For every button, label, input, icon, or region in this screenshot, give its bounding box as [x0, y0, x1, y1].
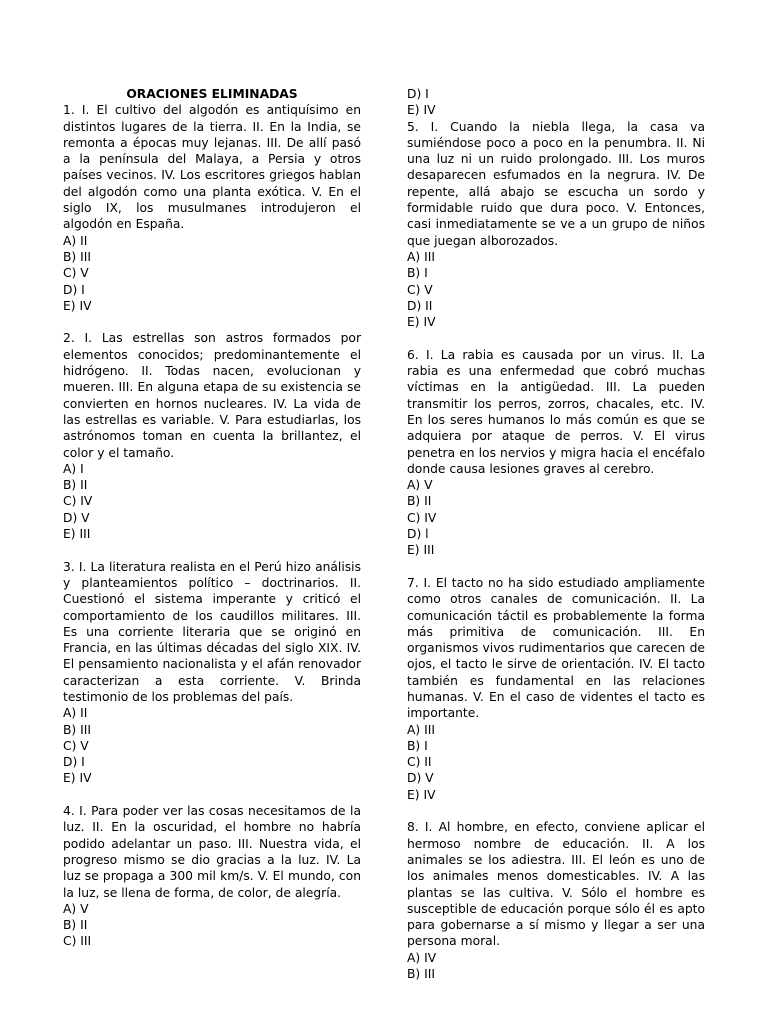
question-5 — [407, 119, 705, 331]
option-c: C) V — [63, 266, 89, 281]
option-d: D) I — [63, 755, 85, 770]
option-e: E) III — [407, 543, 435, 558]
option-d: D) V — [407, 771, 434, 786]
option-e: E) IV — [407, 103, 436, 118]
question-4-continuation — [407, 86, 705, 119]
option-a: A) V — [63, 901, 89, 916]
option-a: A) III — [407, 249, 435, 264]
question-stem: 7. I. El tacto no ha sido estudiado ampliamente como otros canales de comunicación. II. La comunicación táctil es probablemente la forma más primitiva de comunicación. III. En organismos vivos rudimentarios que carecen de ojos, el tacto le sirve de orientación. IV. El tacto también es fundamental en las relaciones humanas. V. En el caso de videntes el tacto es importante. — [407, 575, 705, 721]
question-stem: 6. I. La rabia es causada por un virus. II. La rabia es una enfermedad que cobró muchas víctimas en la antigüedad. III. La pueden transmitir los perros, zorros, chacales, etc. IV. En los seres humanos lo más común es que se adquiera por ataque de perros. V. El virus penetra en los nervios y migra hacia el encéfalo donde causa lesiones graves al cerebro. — [407, 347, 705, 476]
option-d: D) II — [407, 298, 433, 313]
question-6 — [407, 347, 705, 559]
question-3 — [63, 559, 361, 787]
question-stem: 3. I. La literatura realista en el Perú hizo análisis y planteamientos político – doctrinarios. II. Cuestionó el sistema imperante y criticó el comportamiento de los caudillos militares. III. Es una corriente literaria que se originó en Francia, en las últimas décadas del siglo XIX. IV. El pensamiento nacionalista y el afán renovador caracterizan a esta corriente. V. Brinda testimonio de los problemas del país. — [63, 559, 361, 704]
option-c: C) II — [407, 755, 432, 770]
question-stem: 4. I. Para poder ver las cosas necesitamos de la luz. II. En la oscuridad, el hombre no habría podido adelantar un paso. III. Nuestra vida, el progreso mismo se dio gracias a la luz. IV. La luz se propaga a 300 mil km/s. V. El mundo, con la luz, se llena de forma, de color, de alegría. — [63, 804, 361, 900]
option-c: C) III — [63, 934, 92, 949]
option-c: C) IV — [407, 510, 437, 525]
option-b: B) I — [407, 738, 428, 753]
option-d: D) l — [407, 527, 429, 542]
option-b: B) II — [63, 918, 88, 933]
left-column — [63, 86, 361, 950]
option-d: D) I — [407, 87, 429, 101]
option-d: D) I — [63, 282, 85, 297]
option-a: A) III — [407, 722, 435, 737]
option-e: E) IV — [407, 315, 436, 330]
option-d: D) V — [63, 510, 90, 525]
right-column — [407, 86, 705, 982]
option-e: E) III — [63, 527, 91, 542]
option-c: C) V — [407, 282, 433, 297]
question-8 — [407, 819, 705, 982]
option-e: E) IV — [63, 771, 92, 786]
option-b: B) I — [407, 266, 428, 281]
question-stem: 1. I. El cultivo del algodón es antiquísimo en distintos lugares de la tierra. II. En la India, se remonta a épocas muy lejanas. III. De allí pasó a la península del Malaya, a Persia y otros países vecinos. IV. Los escritores griegos hablan del algodón como una planta exótica. V. En el siglo IX, los musulmanes introdujeron el algodón en España. — [63, 103, 361, 232]
question-7 — [407, 575, 705, 803]
option-a: A) II — [63, 233, 88, 248]
document-title: ORACIONES ELIMINADAS — [126, 87, 298, 101]
option-a: A) IV — [407, 950, 437, 965]
option-a: A) V — [407, 478, 433, 493]
option-b: B) II — [407, 494, 432, 509]
option-b: B) II — [63, 478, 88, 493]
option-a: A) II — [63, 706, 88, 721]
option-b: B) III — [63, 722, 92, 737]
question-4 — [63, 803, 361, 950]
option-a: A) I — [63, 461, 84, 476]
question-stem: 5. I. Cuando la niebla llega, la casa va sumiéndose poco a poco en la penumbra. II. Ni una luz ni un ruido prolongado. III. Los muros desaparecen esfumados en la negrura. IV. De repente, allá abajo se escucha un sordo y formidable ruido que dura poco. V. Entonces, casi inmediatamente se ve a un grupo de niños que juegan alborozados. — [407, 119, 705, 248]
option-c: C) V — [63, 738, 89, 753]
option-c: C) IV — [63, 494, 93, 509]
question-2 — [63, 330, 361, 542]
option-e: E) IV — [407, 787, 436, 802]
option-e: E) IV — [63, 298, 92, 313]
question-stem: 2. I. Las estrellas son astros formados por elementos conocidos; predominantemente el hidrógeno. II. Todas nacen, evolucionan y mueren. III. En alguna etapa de su existencia se convierten en hornos nucleares. IV. La vida de las estrellas es variable. V. Para estudiarlas, los astrónomos toman en cuenta la brilIantez, el color y el tamaño. — [63, 331, 361, 460]
option-b: B) III — [407, 967, 436, 982]
option-b: B) III — [63, 249, 92, 264]
question-1 — [63, 102, 361, 314]
question-stem: 8. I. Al hombre, en efecto, conviene aplicar el hermoso nombre de educación. II. A los animales se los adiestra. III. El león es uno de los animales menos domesticables. IV. A las plantas se las cultiva. V. Sólo el hombre es susceptible de educación porque sólo él es apto para gobernarse a sí mismo y llegar a ser una persona moral. — [407, 820, 705, 949]
